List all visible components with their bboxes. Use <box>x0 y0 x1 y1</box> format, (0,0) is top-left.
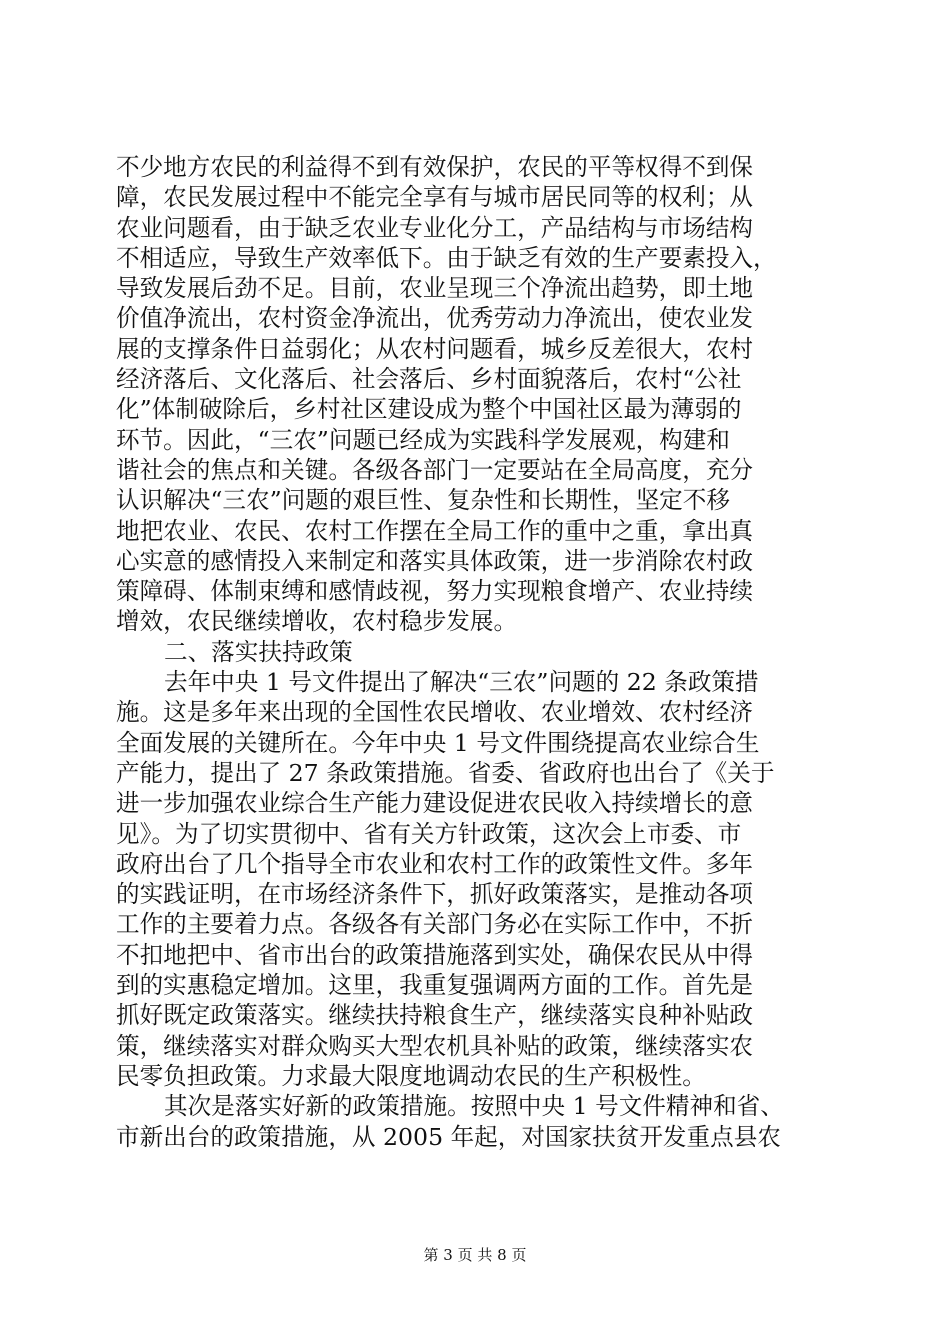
text-line: 展的支撑条件日益弱化；从农村问题看，城乡反差很大，农村 <box>116 334 754 363</box>
text-line: 政府出台了几个指导全市农业和农村工作的政策性文件。多年 <box>116 849 754 878</box>
text-line: 价值净流出，农村资金净流出，优秀劳动力净流出，使农业发 <box>116 304 754 333</box>
text-line: 产能力，提出了 27 条政策措施。省委、省政府也出台了《关于 <box>116 758 775 787</box>
text-line: 地把农业、农民、农村工作摆在全局工作的重中之重，拿出真 <box>116 516 754 545</box>
text-line: 不扣地把中、省市出台的政策措施落到实处，确保农民从中得 <box>116 940 754 969</box>
page-footer: 第 3 页 共 8 页 <box>423 1246 527 1264</box>
text-line: 心实意的感情投入来制定和落实具体政策，进一步消除农村政 <box>116 546 754 575</box>
text-line: 去年中央 1 号文件提出了解决“三农”问题的 22 条政策措 <box>164 668 759 697</box>
text-line: 到的实惠稳定增加。这里，我重复强调两方面的工作。首先是 <box>116 971 754 1000</box>
text-line: 农业问题看，由于缺乏农业专业化分工，产品结构与市场结构 <box>116 213 754 242</box>
text-line: 认识解决“三农”问题的艰巨性、复杂性和长期性，坚定不移 <box>116 486 730 515</box>
text-line: 抓好既定政策落实。继续扶持粮食生产，继续落实良种补贴政 <box>116 1001 754 1030</box>
text-line: 工作的主要着力点。各级各有关部门务必在实际工作中，不折 <box>116 910 754 939</box>
text-line: 策障碍、体制束缚和感情歧视，努力实现粮食增产、农业持续 <box>116 577 754 606</box>
text-line: 障，农民发展过程中不能完全享有与城市居民同等的权利；从 <box>116 183 754 212</box>
text-line: 的实践证明，在市场经济条件下，抓好政策落实，是推动各项 <box>116 880 754 909</box>
text-line: 环节。因此，“三农”问题已经成为实践科学发展观，构建和 <box>116 425 730 454</box>
text-line: 策，继续落实对群众购买大型农机具补贴的政策，继续落实农 <box>116 1031 754 1060</box>
text-line: 导致发展后劲不足。目前，农业呈现三个净流出趋势，即土地 <box>116 274 754 303</box>
text-line: 增效，农民继续增收，农村稳步发展。 <box>116 607 518 636</box>
text-line: 市新出台的政策措施，从 2005 年起，对国家扶贫开发重点县农 <box>116 1122 781 1151</box>
text-line: 化”体制破除后，乡村社区建设成为整个中国社区最为薄弱的 <box>116 395 742 424</box>
text-line: 见》。为了切实贯彻中、省有关方针政策，这次会上市委、市 <box>116 819 742 848</box>
text-line: 谐社会的焦点和关键。各级各部门一定要站在全局高度，充分 <box>116 455 754 484</box>
text-line: 民零负担政策。力求最大限度地调动农民的生产积极性。 <box>116 1061 706 1090</box>
body-text <box>116 152 836 1152</box>
text-line: 施。这是多年来出现的全国性农民增收、农业增效、农村经济 <box>116 698 754 727</box>
text-line: 不相适应，导致生产效率低下。由于缺乏有效的生产要素投入， <box>116 243 777 272</box>
text-line: 经济落后、文化落后、社会落后、乡村面貌落后，农村“公社 <box>116 365 742 394</box>
text-line: 全面发展的关键所在。今年中央 1 号文件围绕提高农业综合生 <box>116 728 760 757</box>
text-line: 其次是落实好新的政策措施。按照中央 1 号文件精神和省、 <box>164 1092 784 1121</box>
text-line: 不少地方农民的利益得不到有效保护，农民的平等权得不到保 <box>116 153 754 181</box>
section-heading: 二、落实扶持政策 <box>164 637 353 666</box>
text-line: 进一步加强农业综合生产能力建设促进农民收入持续增长的意 <box>116 789 754 818</box>
